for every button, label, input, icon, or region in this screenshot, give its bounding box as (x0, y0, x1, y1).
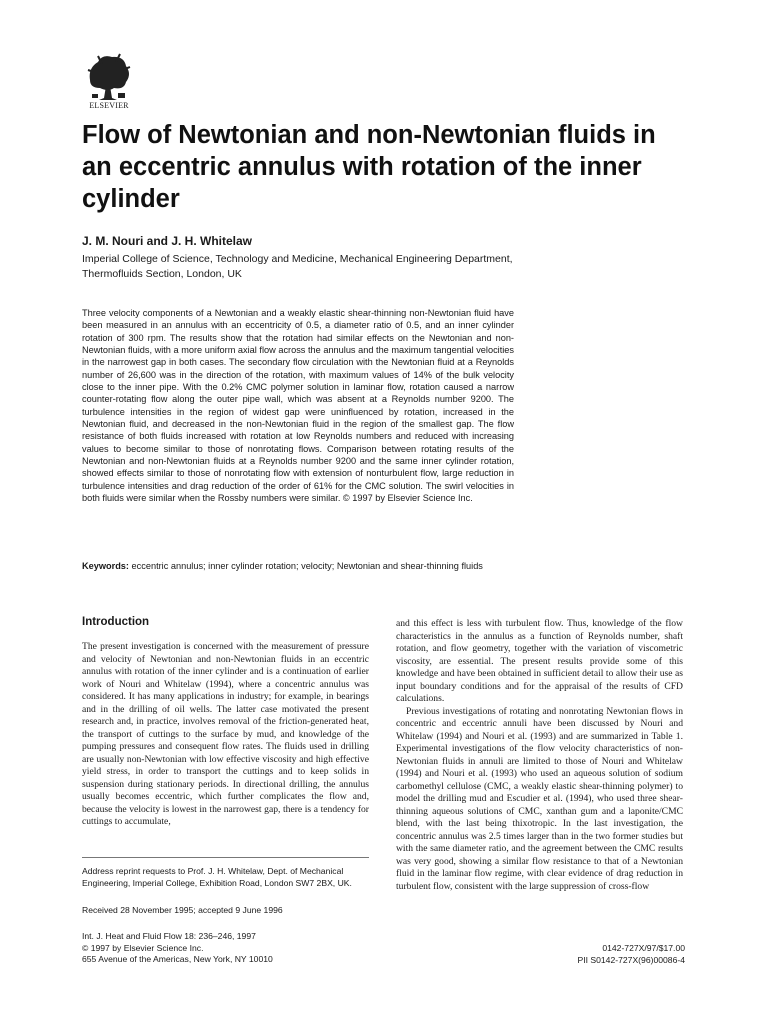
journal-info (82, 931, 402, 966)
journal-citation: Int. J. Heat and Fluid Flow 18: 236–246, 1997 (82, 931, 256, 941)
affiliation-line-1: Imperial College of Science, Technology and Medicine, Mechanical Engineering Department, (82, 253, 513, 265)
introduction-paragraph-2: Previous investigations of rotating and nonrotating Newtonian flows in concentric and eccentric annuli have been discussed by Nouri and Whitelaw (1994) and Nouri et al. (1993) and are summarized in Table 1. Experimental investigations of the flow velocity characteristics of non-Newtonian fluids in annuli are limited to those of Nouri and Whitelaw (1994) and Nouri et al. (1993) who used an aqueous solution of sodium carbomethyl cellulose (CMC, a weakly elastic shear-thinning polymer) to model the drilling mud and Escudier et al. (1994), who used three shear-thinning aqueous solutions of CMC, xanthan gum and a laponite/CMC blend, with the last being thixotropic. In the last investigation, the concentric annulus was 2.5 times larger than in the two former studies but with the same diameter ratio, and the agreement between the CMC results was very good, showing a similar flow resistance to that of a Newtonian fluid in the laminar flow regime, with clear evidence of drag reduction in turbulent flow, consistent with the large suppression of cross-flow (396, 705, 683, 892)
keywords-text: eccentric annulus; inner cylinder rotation; velocity; Newtonian and shear-thinning fluids (131, 561, 483, 571)
introduction-right-column (396, 618, 683, 893)
introduction-heading: Introduction (82, 616, 150, 628)
affiliation-line-2: Thermofluids Section, London, UK (82, 268, 242, 280)
authors: J. M. Nouri and J. H. Whitelaw (82, 234, 253, 248)
publisher-logo-text: ELSEVIER (89, 101, 129, 110)
keywords (82, 560, 514, 572)
publisher-address: 655 Avenue of the Americas, New York, NY 10010 (82, 954, 273, 964)
issn-code: 0142-727X/97/$17.00 (602, 943, 685, 953)
journal-copyright: © 1997 by Elsevier Science Inc. (82, 942, 204, 953)
footnote-divider (82, 857, 369, 858)
pii-code: PII S0142-727X(96)00086-4 (577, 954, 685, 965)
affiliation (82, 252, 642, 282)
abstract: Three velocity components of a Newtonian and a weakly elastic shear-thinning non-Newtonian fluid have been measured in an annulus with an eccentricity of 0.5, a diameter ratio of 0.5, and an inner cylinder rotation of 300 rpm. The results show that the rotation had similar effects on the Newtonian and non-Newtonian fluids, with a more uniform axial flow across the annulus and the maximum tangential velocities in the narrowest gap in both cases. The secondary flow circulation with the Newtonian fluid at a Reynolds number of 26,600 was in the direction of the rotation, with maximum values of 14% of the bulk velocity close to the inner pipe. With the 0.2% CMC polymer solution in laminar flow, rotation caused a narrow counter-rotating flow along the outer pipe wall, which was absent at a Reynolds number 9200. The turbulence intensities in the region of widest gap were uninfluenced by rotation, increased in the Newtonian fluid, and decreased in the non-Newtonian fluid in the region of the smallest gap. The flow resistance of both fluids increased with rotation at low Reynolds numbers and reduced with increasing values to become similar to those of nonrotating flows. Comparison between rotating results of the Newtonian and non-Newtonian fluids at a Reynolds number 9200 and the same inner cylinder rotation, showed effects similar to those of nonrotating flow with extension of nonturbulent flow, large reduction in turbulence intensities and drag reduction of the order of 61% for the CMC solution. The swirl velocities in both fluids were similar when the Rossby numbers were similar. © 1997 by Elsevier Science Inc. (82, 308, 514, 504)
introduction-paragraph-1: and this effect is less with turbulent flow. Thus, knowledge of the flow characteristics in the annulus as a function of Reynolds number, shaft rotation, and flow geometry, together with the variation of viscometric viscosity, are essential. The present results provide some of this knowledge and have been obtained in sufficient detail to allow their use as input boundary conditions and for the appraisal of the results of CFD calculations. (396, 618, 683, 704)
introduction-left-column: The present investigation is concerned with the measurement of pressure and velocity of Newtonian and non-Newtonian fluids in an eccentric annulus with rotation of the inner cylinder and is a continuation of earlier work of Nouri and Whitelaw (1994), where a concentric annulus was considered. It has many applications in industry; for example, in bearings and in the drilling of oil wells. The latter case motivated the present research and, in practice, involves removal of the friction-generated heat, the transport of cuttings to the surface by mud, and knowledge of the pumping pressures and consequent flow rates. The fluids used in drilling are usually non-Newtonian with low effective viscosity and high effective yield stress, in order to transport the cuttings and to keep solids in suspension during stationary periods. In directional drilling, the annulus usually becomes eccentric, which further complicates the flow and, because the velocity is lowest in the narrowest gap, there is a tendency for cuttings to accumulate, (82, 641, 369, 827)
received-dates: Received 28 November 1995; accepted 9 June 1996 (82, 905, 283, 915)
keywords-label: Keywords: (82, 561, 129, 571)
article-codes (578, 943, 686, 966)
article-title: Flow of Newtonian and non-Newtonian fluids in an eccentric annulus with rotation of the inner cylinder (82, 121, 656, 213)
correspondence-address: Address reprint requests to Prof. J. H. Whitelaw, Dept. of Mechanical Engineering, Imperial College, Exhibition Road, London SW7 2BX, UK. (82, 866, 352, 888)
